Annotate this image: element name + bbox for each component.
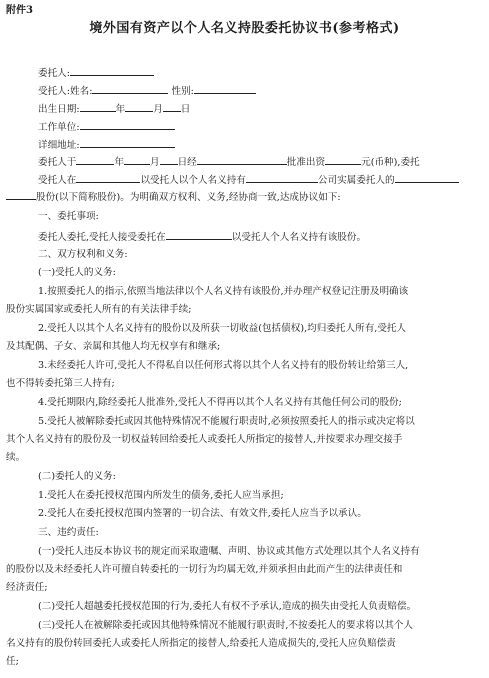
approval-month-blank[interactable] [124,155,150,165]
preamble-text: 日经 [177,157,197,168]
preamble-text: 公司实属委托人的 [317,175,395,186]
address-blank[interactable] [80,138,175,148]
company-blank[interactable] [246,173,318,183]
section-2-heading: 二、双方权利和义务: [38,249,128,260]
liability-1c: 经济责任; [6,582,48,593]
birth-month-blank[interactable] [125,102,153,112]
entrustor-blank[interactable] [70,66,154,76]
preamble-text: 股份(以下简称股份)。为明确双方权利、义务,经协商一致,达成协议如下: [36,192,341,203]
annex-label: 附件3 [6,5,33,16]
birth-day-unit: 日 [180,104,191,115]
preamble-text: 委托人于 [38,157,77,168]
trustee-duty-1a: 1.按照委托人的指示,依照当地法律以个人名义持有该股份,并办理产权登记注册及明确该 [38,286,409,297]
preamble-line-1 [38,155,483,169]
trustee-duty-3b: 也不得转委托第三人持有; [6,378,115,389]
liability-1b: 的股份以及未经委托人许可擅自转委托的一切行为均属无效,并须承担由此而产生的法律责任和 [6,564,403,575]
trustee-duty-5c: 续。 [6,452,26,463]
trustee-name-line [38,84,483,98]
amount-blank[interactable] [325,155,361,165]
birth-line [38,102,483,116]
gender-label: 性别: [171,86,194,97]
birth-day-blank[interactable] [163,102,181,112]
liability-3b: 名义持有的股份转回委托人或委托人所指定的接替人,给委托人造成损失的,受托人应负赔偿责 [6,638,396,649]
gender-blank[interactable] [194,84,256,94]
work-unit-blank[interactable] [80,120,175,130]
liability-1a: (一)受托人违反本协议书的规定而采取遗嘱、声明、协议或其他方式处理以其个人名义持有 [38,546,420,557]
work-unit-label: 工作单位: [38,122,80,133]
section-1-text: 以受托人个人名义持有该股份。 [231,232,367,243]
trustee-duty-2a: 2.受托人以其个人名义持有的股份以及所获一切收益(包括债权),均归委托人所有,受托人 [38,323,407,334]
entrustor-duty-1: 1.受托人在委托授权范围内所发生的债务,委托人应当承担; [38,490,284,501]
preamble-text: 月 [149,157,160,168]
preamble-text: 以受托人以个人名义持有 [140,175,246,186]
preamble-text: 受托人在 [38,175,77,186]
address-line [38,138,483,152]
trustee-duty-2b: 及其配偶、子女、亲属和其他人均无权享有和继承; [6,341,221,352]
section-1-heading: 一、委托事项: [38,211,99,222]
approval-day-blank[interactable] [160,155,178,165]
holding-location-blank[interactable] [166,230,232,240]
work-unit-line [38,120,483,134]
trustee-duty-4: 4.受托期限内,除经委托人批准外,受托人不得再以其个人名义持有其他任何公司的股份; [38,397,402,408]
section-1-text: 委托人委托,受托人接受委托在 [38,232,166,243]
entrustor-label: 委托人: [38,68,71,79]
trustee-duty-3a: 3.未经委托人许可,受托人不得私自以任何形式将以其个人名义持有的股份转让给第三人, [38,360,409,371]
section-1-body [38,230,483,244]
approver-blank[interactable] [197,155,287,165]
trustee-duty-1b: 股份实属国家或委托人所有的有关法律手续; [6,304,192,315]
preamble-line-3 [6,190,483,204]
birth-label: 出生日期: [38,104,80,115]
preamble-text: 年 [114,157,124,168]
location-blank[interactable] [76,173,140,183]
entrustor-duties-heading: (二)委托人的义务: [38,471,116,482]
preamble-line-2 [38,173,483,187]
trustee-duties-heading: (一)受托人的义务: [38,267,116,278]
trustee-name-label: 受托人:姓名: [38,86,93,97]
liability-3a: (三)受托人在被解除委托或因其他特殊情况不能履行职责时,不按委托人的要求将以其个人 [38,620,414,631]
trustee-duty-5a: 5.受托人被解除委托或因其他特殊情况不能履行职责时,必须按照委托人的指示或决定将以 [38,416,415,427]
share-amount-blank[interactable] [395,173,459,183]
entrustor-duty-2: 2.受托人在委托授权范围内签署的一切合法、有效文件,委托人应当予以承认。 [38,508,367,519]
entrustor-line [38,66,483,80]
trustee-name-blank[interactable] [92,84,168,94]
birth-month-unit: 月 [153,104,163,115]
document-title: 境外国有资产以个人名义持股委托协议书(参考格式) [89,21,400,36]
address-label: 详细地址: [38,140,80,151]
preamble-text: 元(币种),委托 [361,157,420,168]
trustee-duty-5b: 其个人名义持有的股份及一切权益转回给委托人或委托人所指定的接替人,并按要求办理交接手 [6,434,403,445]
section-3-heading: 三、违约责任: [38,527,99,538]
birth-year-unit: 年 [115,104,126,115]
birth-year-blank[interactable] [80,102,116,112]
share-count-blank[interactable] [6,190,36,200]
preamble-text: 批准出资 [286,157,326,168]
liability-3c: 任; [6,656,19,667]
liability-2: (二)受托人超越委托授权范围的行为,委托人有权不予承认,造成的损失由受托人负责赔偿。 [38,601,417,612]
approval-year-blank[interactable] [76,155,114,165]
